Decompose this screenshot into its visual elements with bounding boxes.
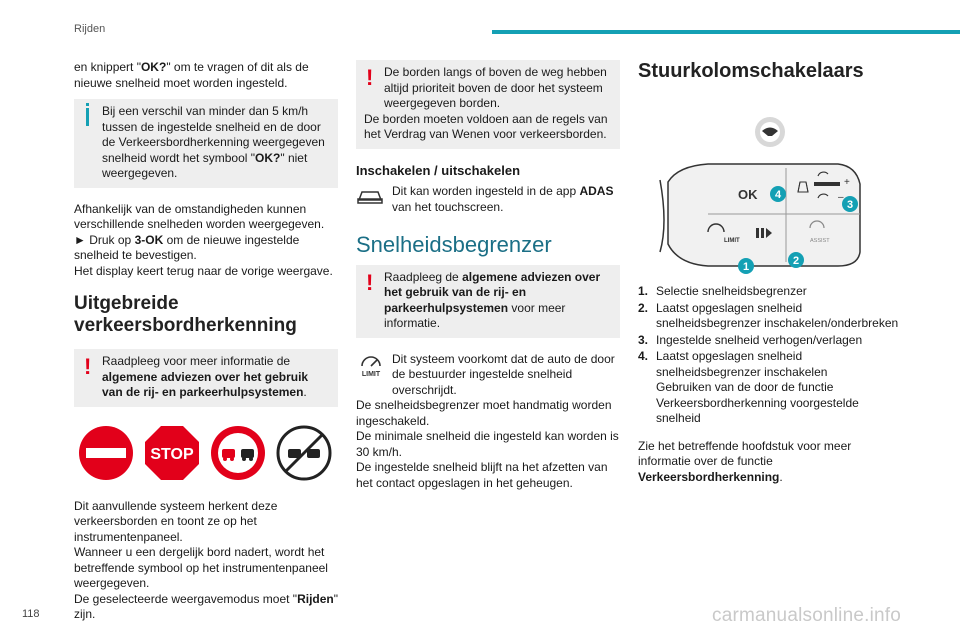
page-number: 118 [22, 608, 40, 620]
warning-icon: ! [366, 269, 374, 295]
assist-label: ASSIST [810, 238, 830, 244]
paragraph-system-recognizes: Dit aanvullende systeem herkent deze verkeersborden en toont ze op het instrumentenpaneel. [74, 498, 278, 544]
no-entry-sign-icon [78, 425, 134, 481]
warning-vienna-text: De borden moeten voldoen aan de regels van het Verdrag van Wenen voor verkeersborden. [364, 111, 608, 141]
end-no-overtaking-sign-icon [276, 425, 332, 481]
paragraph-display-return: Het display keert terug naar de vorige weergave. [74, 263, 333, 278]
warning-priority-text: De borden langs of boven de weg hebben altijd prioriteit boven de door het systeem weergegeven borden. [384, 65, 607, 110]
steering-switches-diagram [638, 94, 902, 274]
column-2 [356, 60, 620, 499]
paragraph-ok-blink: en knippert "OK?" om te vragen of dit als de nieuwe snelheid moet worden ingesteld. [74, 60, 309, 90]
warning-note-text: Raadpleeg voor meer informatie de algemene adviezen over het gebruik van de rij- en parkeerhulpsystemen. [102, 354, 309, 399]
minus-label: – [838, 192, 844, 203]
svg-text:2: 2 [792, 255, 800, 267]
list-item: 2. Laatst opgeslagen snelheid snelheidsbegrenzer inschakelen/onderbreken [638, 300, 899, 330]
paragraph-speeds: Afhankelijk van de omstandigheden kunnen verschillende snelheden worden weergegeven. [74, 201, 325, 231]
svg-text:3: 3 [846, 199, 854, 211]
limiter-intro: LIMIT Dit systeem voorkomt dat de auto de door de bestuurder ingestelde snelheid overschrijdt. [356, 352, 620, 399]
warning-icon: ! [366, 65, 374, 90]
info-icon [86, 108, 89, 126]
warning-icon: ! [84, 354, 92, 379]
car-settings-icon [356, 186, 384, 206]
no-overtaking-sign-icon [210, 425, 266, 481]
warning-note-priority [356, 60, 620, 149]
warning-limiter-text: Raadpleeg de algemene adviezen over het gebruik van de rij- en parkeerhulpsystemen voor meer informatie. [384, 269, 601, 330]
header-title: Rijden [74, 23, 106, 35]
list-item: 4. Laatst opgeslagen snelheid snelheidsbegrenzer inschakelen Gebruiken van de door de functie Verkeersbordherkenning voorgestelde snelheid [638, 349, 859, 425]
limit-button-label: LIMIT [724, 238, 740, 244]
warning-note-adviezen [74, 349, 338, 407]
paragraph-manual-enable: De snelheidsbegrenzer moet handmatig worden ingeschakeld. [356, 398, 612, 428]
paragraph-display-mode: De geselecteerde weergavemodus moet "Rijden" zijn. [74, 591, 338, 621]
column-3 [638, 60, 902, 493]
steering-wheel-icon [755, 117, 785, 147]
heading-stuurkolom: Stuurkolomschakelaars [638, 60, 864, 82]
list-item: 1. Selectie snelheidsbegrenzer [638, 284, 807, 298]
traffic-signs-row [78, 425, 338, 481]
plus-label: + [844, 177, 850, 188]
header-accent-bar [492, 30, 960, 34]
paragraph-min-speed: De minimale snelheid die ingesteld kan worden is 30 km/h. [356, 429, 619, 459]
list-item: 3. Ingestelde snelheid verhogen/verlagen [638, 332, 863, 347]
paragraph-memory: De ingestelde snelheid blijft na het afzetten van het contact opgeslagen in het geheugen. [356, 460, 608, 490]
instruction-confirm: ► Druk op 3-OK om de nieuwe ingestelde snelheid te bevestigen. [74, 232, 300, 262]
heading-uitgebreide: Uitgebreide verkeersbordherkenning [74, 293, 297, 336]
adas-instruction: Dit kan worden ingesteld in de app ADAS van het touchscreen. [356, 184, 620, 215]
limit-icon-label: LIMIT [361, 370, 381, 378]
speed-limit-icon [356, 354, 386, 378]
info-note-5kmh [74, 99, 338, 188]
paragraph-approach-sign: Wanneer u een dergelijk bord nadert, wordt het betreffende symbool op het instrumentenpaneel weergegeven. [74, 545, 328, 590]
watermark: carmanualsonline.info [712, 605, 902, 626]
info-note-text: Bij een verschil van minder dan 5 km/h tussen de ingestelde snelheid en de door de Verkeersbordherkenning weergegeven snelheid wordt het symbool "OK?" niet weergegeven. [102, 104, 325, 180]
heading-inschakelen: Inschakelen / uitschakelen [356, 162, 521, 178]
svg-text:1: 1 [742, 261, 750, 273]
switch-panel [668, 164, 860, 266]
stop-sign-icon [144, 425, 200, 481]
ok-button-label: OK [738, 187, 758, 202]
heading-snelheidsbegrenzer: Snelheidsbegrenzer [356, 232, 552, 257]
stop-sign-text: STOP [150, 445, 194, 463]
warning-note-limiter [356, 265, 620, 338]
switch-legend-list [638, 284, 902, 427]
paragraph-see-chapter: Zie het betreffende hoofdstuk voor meer informatie over de functie Verkeersbordherkenning. [638, 438, 852, 484]
svg-text:4: 4 [774, 189, 782, 201]
column-1 [74, 60, 338, 631]
